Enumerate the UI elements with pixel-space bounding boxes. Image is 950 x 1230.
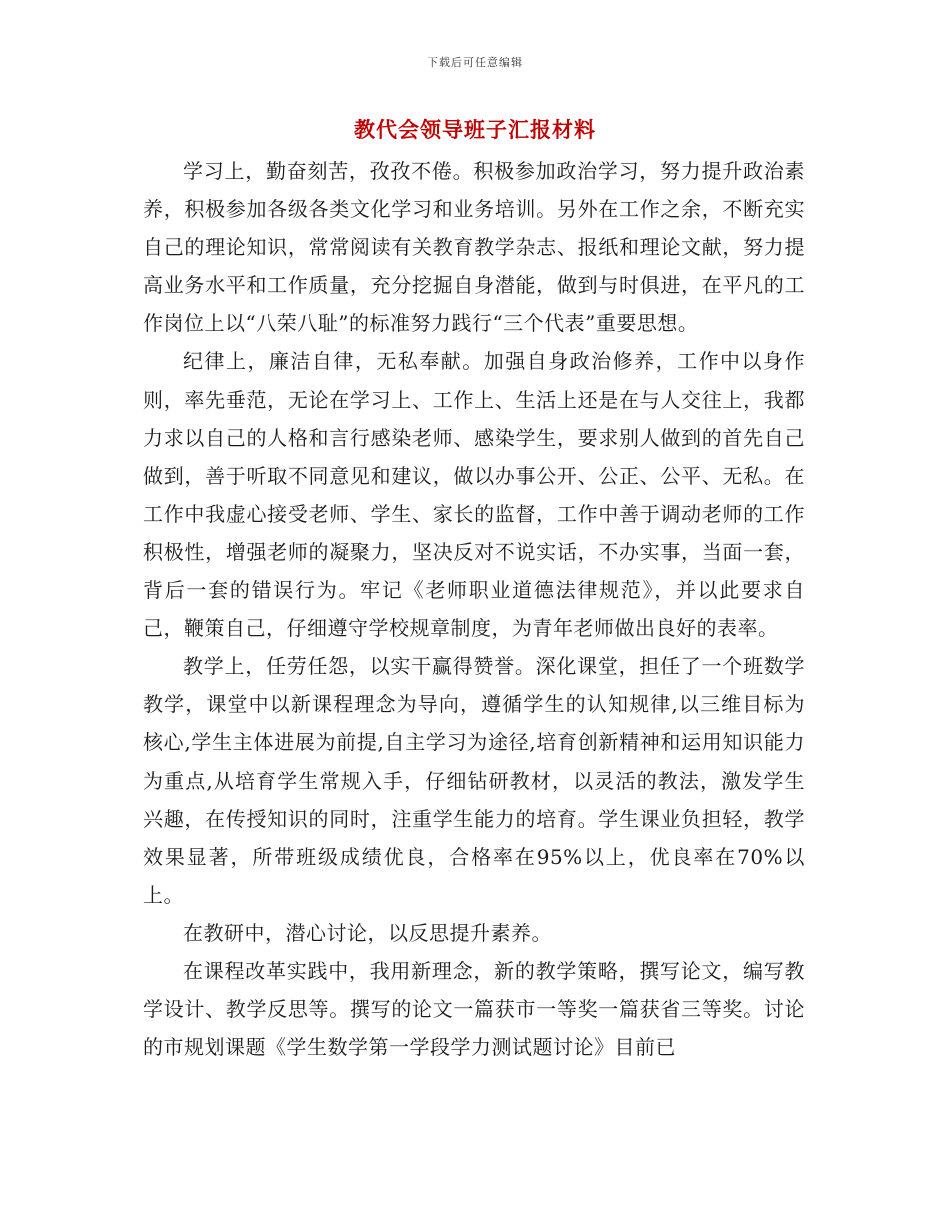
paragraph-curriculum-reform: 在课程改革实践中，我用新理念，新的教学策略，撰写论文，编写教学设计、教学反思等。撰写的论文一篇获市一等奖一篇获省三等奖。讨论的市规划课题《学生数学第一学段学力测试题讨论》目前已 — [143, 958, 805, 1060]
paragraph-teaching: 教学上，任劳任怨，以实干赢得赞誉。深化课堂，担任了一个班数学教学，课堂中以新课程理念为导向，遵循学生的认知规律,以三维目标为核心,学生主体进展为前提,自主学习为途径,培育创新精神和运用知识能力为重点,从培育学生常规入手，仔细钻研教材，以灵活的教法，激发学生兴趣，在传授知识的同时，注重学生能力的培育。学生课业负担轻，教学效果显著，所带班级成绩优良，合格率在95%以上，优良率在70%以上。 — [143, 654, 805, 907]
paragraph-discipline: 纪律上，廉洁自律，无私奉献。加强自身政治修养，工作中以身作则，率先垂范，无论在学习上、工作上、生活上还是在与人交往上，我都力求以自己的人格和言行感染老师、感染学生，要求别人做到的首先自己做到，善于听取不同意见和建议，做以办事公开、公正、公平、无私。在工作中我虚心接受老师、学生、家长的监督，工作中善于调动老师的工作积极性，增强老师的凝聚力，坚决反对不说实话，不办实事，当面一套，背后一套的错误行为。牢记《老师职业道德法律规范》，并以此要求自己，鞭策自己，仔细遵守学校规章制度，为青年老师做出良好的表率。 — [143, 349, 805, 641]
document-title: 教代会领导班子汇报材料 — [354, 117, 596, 142]
document-body — [143, 152, 805, 1066]
paragraph-study: 学习上，勤奋刻苦，孜孜不倦。积极参加政治学习，努力提升政治素养，积极参加各级各类文化学习和业务培训。另外在工作之余，不断充实自己的理论知识，常常阅读有关教育教学杂志、报纸和理论文献，努力提高业务水平和工作质量，充分挖掘自身潜能，做到与时俱进，在平凡的工作岗位上以“八荣八耻”的标准努力践行“三个代表”重要思想。 — [143, 159, 805, 336]
header-note: 下载后可任意编辑 — [427, 56, 523, 69]
paragraph-research: 在教研中，潜心讨论，以反思提升素养。 — [183, 920, 552, 945]
